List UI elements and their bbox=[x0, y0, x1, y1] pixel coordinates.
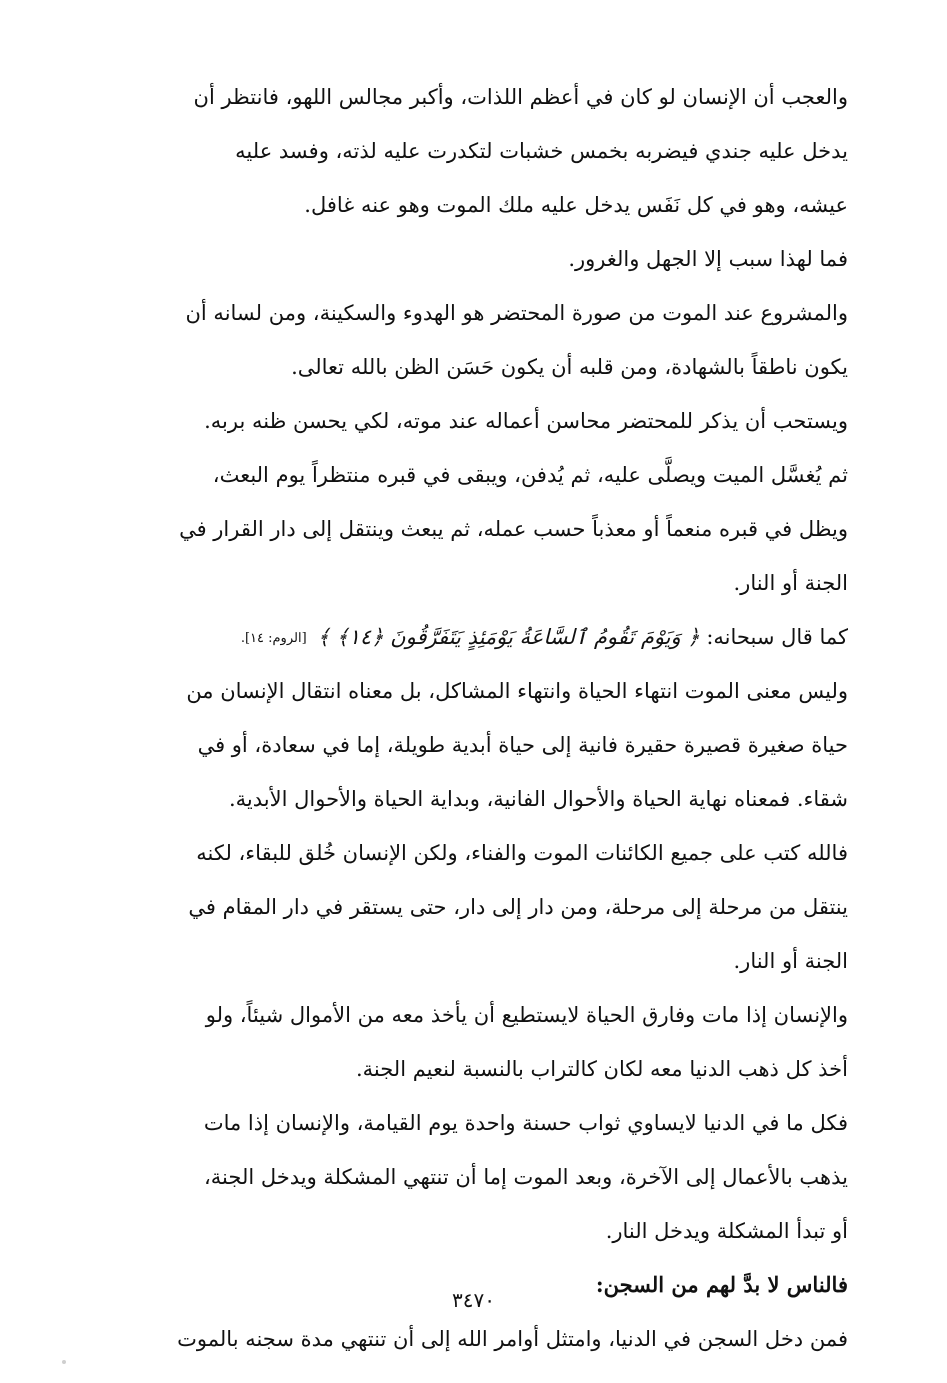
text-line-5: والمشروع عند الموت من صورة المحتضر هو الهدوء والسكينة، ومن لسانه أن bbox=[185, 301, 848, 325]
text-line-16: ينتقل من مرحلة إلى مرحلة، ومن دار إلى دار، حتى يستقر في دار المقام في bbox=[188, 895, 848, 919]
text-line-21: يذهب بالأعمال إلى الآخرة، وبعد الموت إما أن تنتهي المشكلة ويدخل الجنة، bbox=[204, 1165, 848, 1189]
page-number: ٣٤٧٠ bbox=[452, 1288, 495, 1312]
text-line-7: ويستحب أن يذكر للمحتضر محاسن أعماله عند موته، لكي يحسن ظنه بربه. bbox=[204, 409, 848, 433]
text-line-9: ويظل في قبره منعماً أو معذباً حسب عمله، ثم يبعث وينتقل إلى دار القرار في bbox=[179, 517, 848, 541]
text-line-10: الجنة أو النار. bbox=[733, 571, 848, 595]
text-line-13: حياة صغيرة قصيرة حقيرة فانية إلى حياة أبدية طويلة، إما في سعادة، أو في bbox=[197, 733, 848, 757]
text-line-1: والعجب أن الإنسان لو كان في أعظم اللذات، وأكبر مجالس اللهو، فانتظر أن bbox=[193, 85, 848, 109]
text-line-8: ثم يُغسَّل الميت ويصلَّى عليه، ثم يُدفن، ويبقى في قبره منتظراً يوم البعث، bbox=[212, 463, 848, 487]
quran-verse: ﴿ وَيَوْمَ تَقُومُ ٱلسَّاعَةُ يَوْمَئِذٍ يَتَفَرَّقُونَ ﴿١٤﴾ ﴾ bbox=[317, 625, 700, 649]
quran-verse-line bbox=[80, 610, 848, 664]
text-line-last: فمن دخل السجن في الدنيا، وامتثل أوامر الله إلى أن تنتهي مدة سجنه بالموت bbox=[177, 1327, 848, 1351]
text-line-19: أخذ كل ذهب الدنيا معه لكان كالتراب بالنسبة لنعيم الجنة. bbox=[355, 1057, 848, 1081]
section-heading: فالناس لا بدَّ لهم من السجن: bbox=[595, 1272, 848, 1297]
quran-prefix: كما قال سبحانه: bbox=[706, 625, 848, 649]
text-line-2: يدخل عليه جندي فيضربه بخمس خشبات لتكدرت عليه لذته، وفسد عليه bbox=[235, 139, 848, 163]
text-line-18: والإنسان إذا مات وفارق الحياة لايستطيع أن يأخذ معه من الأموال شيئاً، ولو bbox=[205, 1003, 848, 1027]
text-line-14: شقاء. فمعناه نهاية الحياة والأحوال الفانية، وبداية الحياة والأحوال الأبدية. bbox=[229, 787, 848, 811]
text-line-20: فكل ما في الدنيا لايساوي ثواب حسنة واحدة يوم القيامة، والإنسان إذا مات bbox=[203, 1111, 848, 1135]
text-line-17: الجنة أو النار. bbox=[733, 949, 848, 973]
text-line-22: أو تبدأ المشكلة ويدخل النار. bbox=[605, 1219, 848, 1243]
page-body-text bbox=[80, 70, 848, 1366]
text-line-4: فما لهذا سبب إلا الجهل والغرور. bbox=[568, 247, 848, 271]
scan-speck bbox=[62, 1360, 66, 1364]
text-line-12: وليس معنى الموت انتهاء الحياة وانتهاء المشاكل، بل معناه انتقال الإنسان من bbox=[186, 679, 848, 703]
quran-citation: [الروم: ١٤]. bbox=[240, 630, 307, 646]
text-line-6: يكون ناطقاً بالشهادة، ومن قلبه أن يكون حَسَن الظن بالله تعالى. bbox=[291, 355, 848, 379]
text-line-3: عيشه، وهو في كل نَفَس يدخل عليه ملك الموت وهو عنه غافل. bbox=[304, 193, 848, 217]
text-line-15: فالله كتب على جميع الكائنات الموت والفناء، ولكن الإنسان خُلق للبقاء، لكنه bbox=[196, 841, 848, 865]
